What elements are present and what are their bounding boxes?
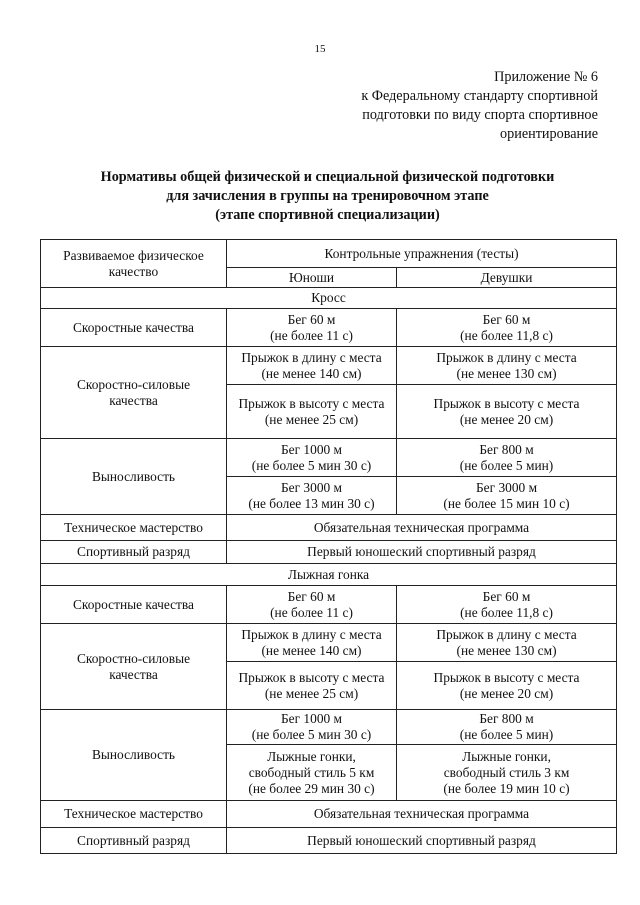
norm-line: (не более 29 мин 30 с)	[248, 780, 375, 796]
page-number: 15	[314, 43, 326, 55]
norm-line: (не менее 130 см)	[456, 642, 557, 658]
appendix-line: ориентирование	[500, 126, 598, 142]
technique-value: Обязательная техническая программа	[227, 515, 617, 541]
norm-line: Бег 60 м	[482, 311, 531, 327]
boys-norm	[227, 347, 397, 385]
header-tests: Контрольные упражнения (тесты)	[227, 240, 617, 268]
norm-line: Лыжные гонки,	[267, 748, 356, 764]
norm-line: Бег 60 м	[287, 311, 336, 327]
boys-norm	[227, 385, 397, 439]
appendix-note	[361, 68, 598, 144]
norm-line: свободный стиль 5 км	[248, 764, 375, 780]
norm-line: Прыжок в длину с места	[436, 626, 577, 642]
quality-line: качества	[109, 666, 158, 682]
norm-line: (не менее 20 см)	[459, 685, 554, 701]
quality-cell: Спортивный разряд	[41, 541, 227, 564]
norm-line: (не более 11 с)	[270, 327, 353, 343]
norm-line: Прыжок в длину с места	[241, 626, 382, 642]
boys-norm	[227, 624, 397, 662]
norm-line: Лыжные гонки,	[462, 748, 551, 764]
rank-value: Первый юношеский спортивный разряд	[227, 828, 617, 854]
header-quality: Развиваемое физическое качество	[41, 240, 227, 288]
quality-cell: Выносливость	[41, 439, 227, 515]
quality-cell	[41, 347, 227, 439]
norm-line: (не менее 140 см)	[261, 365, 362, 381]
boys-norm	[227, 586, 397, 624]
girls-norm	[397, 439, 617, 477]
norm-line: (не менее 140 см)	[261, 642, 362, 658]
quality-cell: Скоростные качества	[41, 309, 227, 347]
norm-line: Бег 60 м	[287, 588, 336, 604]
norm-line: (не менее 25 см)	[264, 685, 359, 701]
norm-line: (не более 5 мин)	[459, 457, 554, 473]
norm-line: Бег 1000 м	[280, 441, 343, 457]
norm-line: (не более 5 мин 30 с)	[251, 457, 372, 473]
quality-cell	[41, 624, 227, 710]
boys-norm	[227, 710, 397, 745]
boys-norm	[227, 662, 397, 710]
boys-norm	[227, 477, 397, 515]
header-girls: Девушки	[397, 268, 617, 288]
norm-line: (не менее 25 см)	[264, 411, 359, 427]
girls-norm	[397, 477, 617, 515]
quality-line: Скоростно-силовые	[76, 376, 191, 392]
norm-line: Бег 800 м	[479, 711, 534, 726]
norm-line: (не более 5 мин 30 с)	[251, 727, 372, 742]
appendix-line: Приложение № 6	[494, 69, 598, 85]
norm-line: (не менее 20 см)	[459, 411, 554, 427]
boys-norm	[227, 309, 397, 347]
girls-norm	[397, 745, 617, 801]
norm-line: Бег 1000 м	[280, 711, 343, 726]
appendix-line: к Федеральному стандарту спортивной	[361, 88, 598, 104]
norm-line: Прыжок в высоту с места	[238, 395, 385, 411]
boys-norm	[227, 745, 397, 801]
norm-line: (не более 5 мин)	[459, 727, 554, 742]
title-line: (этапе спортивной специализации)	[215, 207, 440, 223]
quality-cell: Выносливость	[41, 710, 227, 801]
norm-line: (не более 19 мин 10 с)	[443, 780, 570, 796]
boys-norm	[227, 439, 397, 477]
quality-cell: Спортивный разряд	[41, 828, 227, 854]
norm-line: Прыжок в высоту с места	[238, 669, 385, 685]
norm-line: Прыжок в длину с места	[436, 349, 577, 365]
norm-line: (не более 15 мин 10 с)	[443, 495, 570, 511]
norm-line: Прыжок в высоту с места	[433, 669, 580, 685]
header-boys: Юноши	[227, 268, 397, 288]
norms-table	[40, 239, 617, 854]
norm-line: Прыжок в длину с места	[241, 349, 382, 365]
rank-value: Первый юношеский спортивный разряд	[227, 541, 617, 564]
quality-cell: Техническое мастерство	[41, 801, 227, 828]
quality-cell: Скоростные качества	[41, 586, 227, 624]
section-title: Кросс	[41, 288, 617, 309]
girls-norm	[397, 624, 617, 662]
document-title	[40, 168, 615, 225]
title-line: для зачисления в группы на тренировочном этапе	[166, 188, 489, 204]
norm-line: Бег 3000 м	[475, 479, 538, 495]
section-title: Лыжная гонка	[41, 564, 617, 586]
technique-value: Обязательная техническая программа	[227, 801, 617, 828]
norm-line: (не менее 130 см)	[456, 365, 557, 381]
norm-line: Бег 3000 м	[280, 479, 343, 495]
girls-norm	[397, 586, 617, 624]
girls-norm	[397, 385, 617, 439]
quality-cell: Техническое мастерство	[41, 515, 227, 541]
norm-line: (не более 11,8 с)	[460, 327, 553, 343]
girls-norm	[397, 710, 617, 745]
norm-line: (не более 11,8 с)	[460, 604, 553, 620]
norm-line: Бег 800 м	[479, 441, 534, 457]
norm-line: свободный стиль 3 км	[443, 764, 570, 780]
appendix-line: подготовки по виду спорта спортивное	[362, 107, 598, 123]
norm-line: Прыжок в высоту с места	[433, 395, 580, 411]
quality-line: Скоростно-силовые	[76, 650, 191, 666]
girls-norm	[397, 309, 617, 347]
norm-line: (не более 11 с)	[270, 604, 353, 620]
norm-line: Бег 60 м	[482, 588, 531, 604]
norm-line: (не более 13 мин 30 с)	[248, 495, 375, 511]
quality-line: качества	[109, 392, 158, 408]
title-line: Нормативы общей физической и специальной физической подготовки	[100, 169, 555, 185]
girls-norm	[397, 662, 617, 710]
girls-norm	[397, 347, 617, 385]
